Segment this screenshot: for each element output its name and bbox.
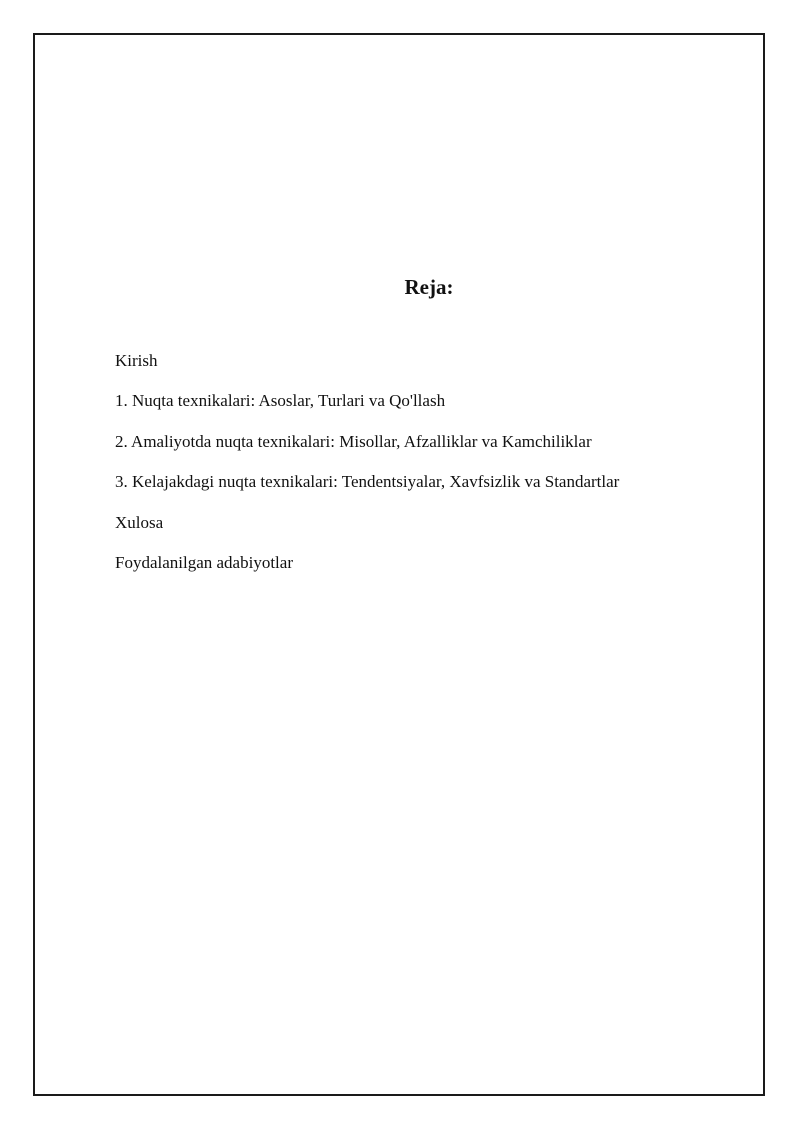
toc-item-chapter-2: 2. Amaliyotda nuqta texnikalari: Misollar, Afzalliklar va Kamchiliklar — [115, 431, 592, 451]
toc-item-introduction: Kirish — [115, 351, 158, 370]
table-of-contents — [115, 350, 619, 592]
page-title: Reja: — [404, 275, 454, 299]
toc-item-chapter-1: 1. Nuqta texnikalari: Asoslar, Turlari va Qo'llash — [115, 391, 446, 411]
toc-item-chapter-3: 3. Kelajakdagi nuqta texnikalari: Tendentsiyalar, Xavfsizlik va Standartlar — [115, 472, 620, 492]
toc-item-conclusion: Xulosa — [115, 512, 164, 532]
toc-item-references: Foydalanilgan adabiyotlar — [115, 552, 293, 572]
